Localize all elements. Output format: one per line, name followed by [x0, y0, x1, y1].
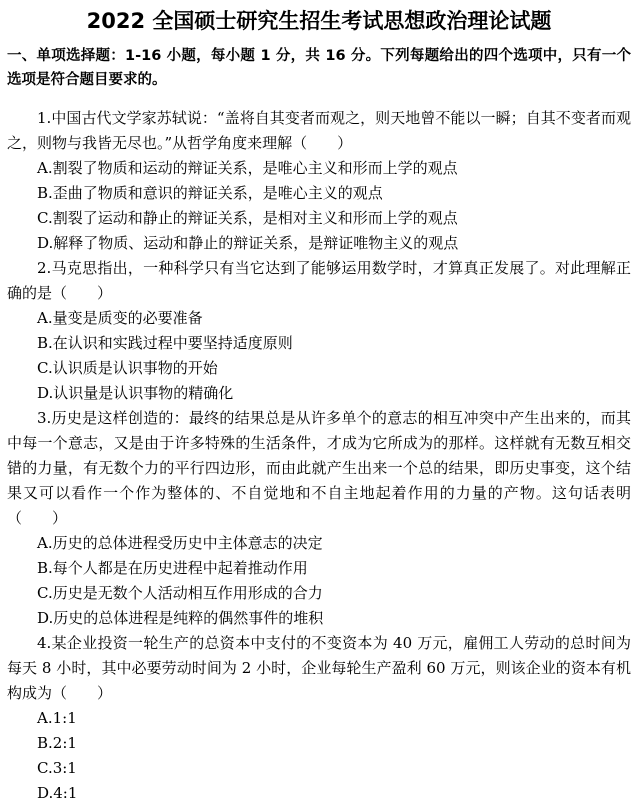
- option-list: [7, 706, 631, 806]
- option-list: [7, 306, 631, 406]
- option-a: A.割裂了物质和运动的辩证关系，是唯心主义和形而上学的观点: [37, 159, 458, 177]
- option-a: A.1:1: [37, 709, 77, 727]
- option-list: [7, 531, 631, 631]
- option-b: B.2:1: [37, 734, 77, 752]
- page-title: 2022 全国硕士研究生招生考试思想政治理论试题: [86, 9, 552, 33]
- option-c: C.历史是无数个人活动相互作用形成的合力: [37, 584, 323, 602]
- option-c: C.割裂了运动和静止的辩证关系，是相对主义和形而上学的观点: [37, 209, 458, 227]
- option-list: [7, 156, 631, 256]
- question-stem: 3.历史是这样创造的：最终的结果总是从许多单个的意志的相互冲突中产生出来的，而其中每一个意志，又是由于许多特殊的生活条件，才成为它所成为的那样。这样就有无数互相交错的力量，有无数个力的平行四边形，而由此就产生出来一个总的结果，即历史事变，这个结果又可以看作一个作为整体的、不自觉地和不自主地起着作用的力量的产物。这句话表明（ ）: [7, 409, 631, 527]
- question-list: [7, 106, 631, 806]
- question-stem: 4.某企业投资一轮生产的总资本中支付的不变资本为 40 万元，雇佣工人劳动的总时间为每天 8 小时，其中必要劳动时间为 2 小时，企业每轮生产盈利 60 万元，则该企业的资本有机构成为（ ）: [7, 634, 631, 702]
- option-d: D.4:1: [37, 784, 78, 802]
- spacer: [7, 92, 631, 106]
- question-1: [7, 106, 631, 256]
- option-a: A.历史的总体进程受历史中主体意志的决定: [37, 534, 323, 552]
- option-d: D.历史的总体进程是纯粹的偶然事件的堆积: [37, 609, 324, 627]
- option-c: C.认识质是认识事物的开始: [37, 359, 218, 377]
- option-a: A.量变是质变的必要准备: [37, 309, 203, 327]
- option-d: D.解释了物质、运动和静止的辩证关系，是辩证唯物主义的观点: [37, 234, 459, 252]
- question-3: [7, 406, 631, 631]
- question-2: [7, 256, 631, 406]
- question-stem: 2.马克思指出，一种科学只有当它达到了能够运用数学时，才算真正发展了。对此理解正确的是（ ）: [7, 259, 631, 302]
- option-d: D.认识量是认识事物的精确化: [37, 384, 234, 402]
- option-c: C.3:1: [37, 759, 77, 777]
- option-b: B.歪曲了物质和意识的辩证关系，是唯心主义的观点: [37, 184, 383, 202]
- question-4: [7, 631, 631, 806]
- option-b: B.在认识和实践过程中要坚持适度原则: [37, 334, 293, 352]
- section-heading: 一、单项选择题：1-16 小题，每小题 1 分，共 16 分。下列每题给出的四个选项中，只有一个选项是符合题目要求的。: [7, 48, 631, 88]
- option-b: B.每个人都是在历史进程中起着推动作用: [37, 559, 308, 577]
- question-stem: 1.中国古代文学家苏轼说：“盖将自其变者而观之，则天地曾不能以一瞬；自其不变者而观之，则物与我皆无尽也。”从哲学角度来理解（ ）: [7, 109, 631, 152]
